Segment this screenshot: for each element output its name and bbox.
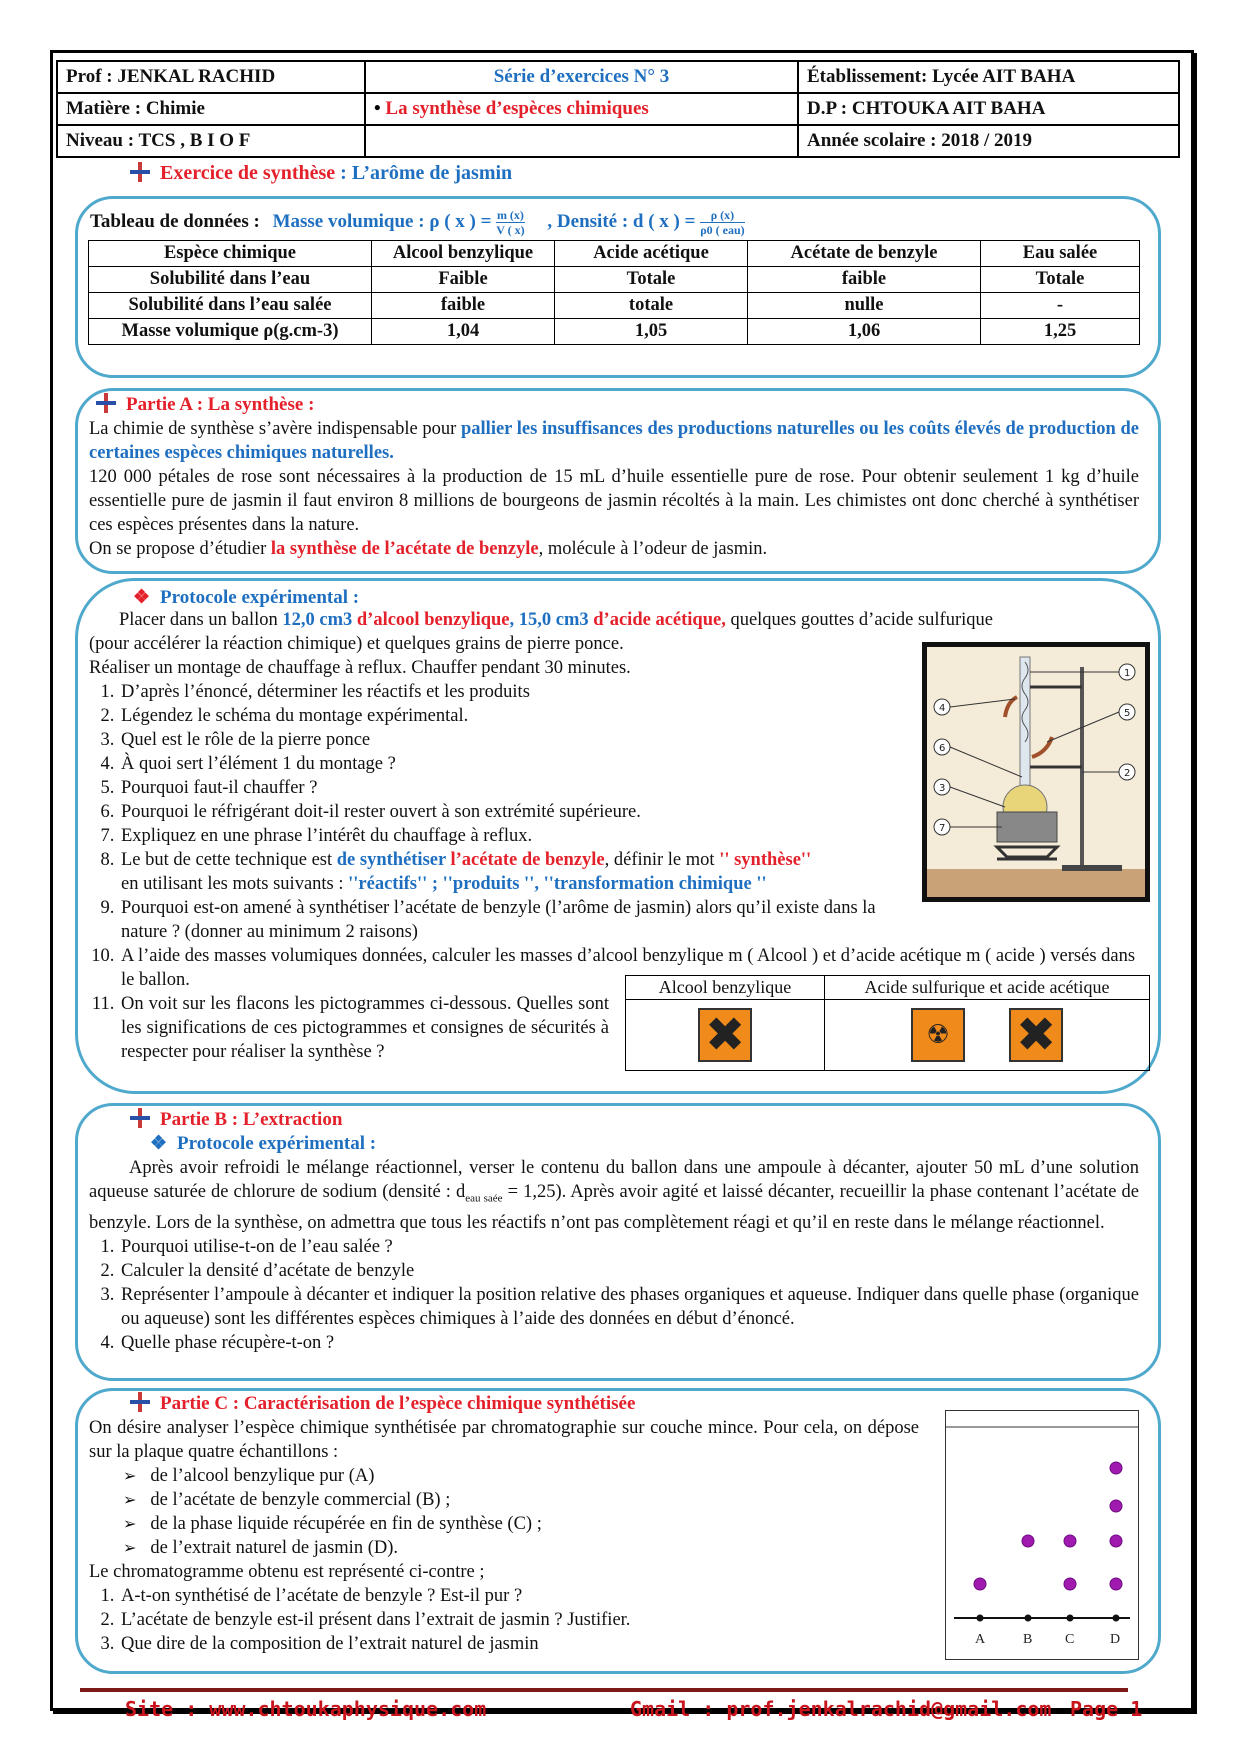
q8e: '' synthèse'' [719, 850, 812, 870]
figure-label-1: 1 [1124, 668, 1131, 679]
spot [974, 1578, 986, 1590]
question: 2. Calculer la densité d’acétate de benzyle [119, 1259, 1139, 1283]
cell: 1,04 [372, 319, 555, 345]
q8g: ''réactifs'' ; ''produits '', ''transformation chimique '' [348, 874, 767, 894]
partB-title: Partie B : L’extraction [160, 1109, 343, 1130]
protocole-l1a: Placer dans un ballon [119, 610, 283, 630]
question: 7. Expliquez en une phrase l’intérêt du chauffage à reflux. [119, 824, 929, 848]
pic-cell-alcool [626, 1000, 825, 1071]
header-niveau: Niveau : TCS , B I O F [57, 125, 365, 157]
pic-cell-acides [825, 1000, 1150, 1071]
partC-p2: Le chromatogramme obtenu est représenté ci-contre ; [89, 1562, 485, 1582]
cell: Totale [555, 267, 748, 293]
question: 4. À quoi sert l’élément 1 du montage ? [119, 752, 929, 776]
pictogram-table [625, 975, 1150, 1071]
footer-site[interactable]: Site : www.chtoukaphysique.com [125, 1697, 487, 1721]
partA-title: Partie A : La synthèse : [126, 394, 315, 415]
spot [1064, 1535, 1076, 1547]
cell: nulle [748, 293, 981, 319]
pic-header-alcool: Alcool benzylique [626, 976, 825, 1000]
diamond-bullet-icon: ❖ [150, 1133, 168, 1154]
partB-text [89, 1156, 1139, 1355]
th-acide: Acide acétique [555, 241, 748, 267]
deposit-point [977, 1615, 984, 1622]
th-eau: Eau salée [981, 241, 1140, 267]
cell: Solubilité dans l’eau salée [89, 293, 372, 319]
question: 1. A-t-on synthétisé de l’acétate de benzyle ? Est-il pur ? [119, 1584, 919, 1608]
question: 2. Légendez le schéma du montage expérimental. [119, 704, 929, 728]
protocole-l1e: 15,0 cm3 [518, 610, 589, 630]
figure-label-4: 4 [939, 703, 946, 714]
cell: - [981, 293, 1140, 319]
header-prof: Prof : JENKAL RACHID [57, 61, 365, 93]
bullet-cross-icon [130, 1392, 150, 1412]
partA-p3b: la synthèse de l’acétate de benzyle [270, 539, 539, 559]
question: 2. L’acétate de benzyle est-il présent dans l’extrait de jasmin ? Justifier. [119, 1608, 919, 1632]
partB-title-line [130, 1108, 342, 1131]
partA-p3a: On se propose d’étudier [89, 539, 271, 559]
protocole-questions [89, 680, 929, 944]
figure-label-3: 3 [939, 783, 946, 794]
pic-header-acides: Acide sulfurique et acide acétique [825, 976, 1150, 1000]
question: 1. Pourquoi utilise-t-on de l’eau salée ? [119, 1235, 1139, 1259]
header-matiere: Matière : Chimie [57, 93, 365, 125]
footer-divider [80, 1688, 1128, 1692]
cell: Faible [372, 267, 555, 293]
spot [1110, 1462, 1122, 1474]
partB-p1: Après avoir refroidi le mélange réactionnel, verser le contenu du ballon dans une ampoule à décanter, ajouter 50 mL d’une solution aqueuse saturée de chlorure de sodium (densité : d [89, 1158, 1139, 1202]
cell: faible [372, 293, 555, 319]
partC-p1: On désire analyser l’espèce chimique synthétisée par chromatographie sur couche mince. Pour cela, on dépose sur la plaque quatre échantillons : [89, 1418, 919, 1462]
deposit-point [1113, 1615, 1120, 1622]
data-caption-line: Tableau de données : Masse volumique : ρ ( x ) = $\frac{m (x)}{V ( x)}$ , Densité : d ( x ) = ρ (x) ρ0 ( eau) [90, 208, 745, 237]
footer-page: Page 1 [1070, 1697, 1143, 1721]
header-theme: La synthèse d’espèces chimiques [385, 98, 649, 119]
deposit-point [1025, 1615, 1032, 1622]
question-10: 10. A l’aide des masses volumiques données, calculer les masses d’alcool benzylique m ( Alcool ) et d’acide acétique m ( acide ) versés dans le ballon. [119, 944, 1139, 992]
th-espece: Espèce chimique [89, 241, 372, 267]
spot [1022, 1535, 1034, 1547]
cell: totale [555, 293, 748, 319]
cell: 1,06 [748, 319, 981, 345]
question: 3. Représenter l’ampoule à décanter et indiquer la position relative des phases organiques et aqueuse. Indiquer dans quelle phase (organique ou aqueuse) sont les différentes espèces chimiques à l’aide des données en début d’énoncé. [119, 1283, 1139, 1331]
cell: Totale [981, 267, 1140, 293]
bullet-cross-icon [130, 1108, 150, 1128]
cell: 1,05 [555, 319, 748, 345]
partB-p1-sub: eau saée [465, 1192, 503, 1205]
cell: Masse volumique ρ(g.cm-3) [89, 319, 372, 345]
reflux-figure [922, 642, 1150, 902]
partA-text [89, 417, 1139, 561]
partB-subtitle-line [150, 1132, 376, 1155]
partC-title: Partie C : Caractérisation de l’espèce chimique synthétisée [160, 1393, 636, 1414]
cell: faible [748, 267, 981, 293]
lane-label-a: A [975, 1632, 986, 1647]
protocole-l1b: 12,0 cm3 [282, 610, 353, 630]
header-theme-cell: • La synthèse d’espèces chimiques [365, 93, 798, 125]
list-item: ➢ de la phase liquide récupérée en fin de synthèse (C) ; [129, 1512, 919, 1536]
figure-label-6: 6 [939, 743, 946, 754]
q8f: en utilisant les mots suivants : [121, 874, 349, 894]
question: 4. Quelle phase récupère-t-on ? [119, 1331, 1139, 1355]
bullet-cross-icon [130, 162, 150, 182]
chromatogram-plate [945, 1410, 1139, 1660]
question: 5. Pourquoi faut-il chauffer ? [119, 776, 929, 800]
diamond-bullet-icon: ❖ [133, 587, 151, 608]
reflux-apparatus-diagram [927, 647, 1145, 897]
partB-p1b: = 1,25). Après avoir agité et laissé décanter, recueillir la phase contenant l’acétate de benzyle. Lors de la synthèse, on admettra que tous les réactifs n’ont pas complètement réagi et qu’il en reste dans le mélange réactionnel. [89, 1182, 1139, 1233]
spot [1110, 1535, 1122, 1547]
header-table [56, 60, 1180, 158]
figure-label-2: 2 [1124, 768, 1131, 779]
protocole-title-line [133, 586, 359, 609]
header-empty [365, 125, 798, 157]
protocole-intro [89, 608, 1139, 632]
partA-p1a: La chimie de synthèse s’avère indispensable pour [89, 419, 461, 439]
th-acetate: Acétate de benzyle [748, 241, 981, 267]
deposit-point [1067, 1615, 1074, 1622]
corrosive-pictogram-icon: ☢ [911, 1008, 965, 1062]
data-table [88, 240, 1140, 345]
question: 3. Que dire de la composition de l’extrait naturel de jasmin [119, 1632, 919, 1656]
question-9: 9. Pourquoi est-on amené à synthétiser l’acétate de benzyle (l’arôme de jasmin) alors qu’il existe dans la nature ? (donner au minimum 2 raisons) [119, 896, 881, 944]
protocole-l2: (pour accélérer la réaction chimique) et quelques grains de pierre ponce. [89, 634, 624, 654]
protocole-title: Protocole expérimental : [160, 587, 360, 608]
header-dp: D.P : CHTOUKA AIT BAHA [798, 93, 1179, 125]
spot [1110, 1500, 1122, 1512]
q8a: Le but de cette technique est [121, 850, 337, 870]
lane-label-c: C [1065, 1632, 1075, 1647]
partA-p1b: pallier les insuffisances des productions naturelles ou les coûts élevés de production de certaines espèces chimiques naturelles. [89, 419, 1139, 463]
lane-label-d: D [1110, 1632, 1121, 1647]
cell: Solubilité dans l’eau [89, 267, 372, 293]
figure-label-7: 7 [939, 823, 946, 834]
question: 1. D’après l’énoncé, déterminer les réactifs et les produits [119, 680, 929, 704]
partC-title-line [130, 1392, 635, 1415]
partA-p3c: , molécule à l’odeur de jasmin. [538, 539, 768, 559]
partB-subtitle: Protocole expérimental : [177, 1133, 377, 1154]
partC-text [89, 1416, 919, 1656]
question-11: 11. On voit sur les flacons les pictogrammes ci-dessous. Quelles sont les significations de ces pictogrammes et consignes de sécurités à respecter pour réaliser la synthèse ? [119, 992, 609, 1064]
question: 6. Pourquoi le réfrigérant doit-il rester ouvert à son extrémité supérieure. [119, 800, 929, 824]
list-item: ➢ de l’alcool benzylique pur (A) [129, 1464, 919, 1488]
spot [1110, 1578, 1122, 1590]
protocole-l3: Réaliser un montage de chauffage à reflux. Chauffer pendant 30 minutes. [89, 658, 631, 678]
q8b: de synthétiser [336, 850, 451, 870]
protocole-l1g: quelques gouttes d’acide sulfurique [725, 610, 993, 630]
th-alcool: Alcool benzylique [372, 241, 555, 267]
spot [1064, 1578, 1076, 1590]
protocole-l1f: d’acide acétique, [588, 610, 726, 630]
partA-title-line [96, 393, 314, 416]
header-annee: Année scolaire : 2018 / 2019 [798, 125, 1179, 157]
exercise-title [130, 162, 512, 185]
protocole-l1c: d’alcool benzylique [352, 610, 510, 630]
harmful-pictogram-icon: ✖ [698, 1008, 752, 1062]
header-serie: Série d’exercices N° 3 [365, 61, 798, 93]
exercise-topic: : L’arôme de jasmin [340, 162, 513, 184]
lane-label-b: B [1023, 1632, 1033, 1647]
question: 3. Quel est le rôle de la pierre ponce [119, 728, 929, 752]
harmful-pictogram-icon: ✖ [1009, 1008, 1063, 1062]
protocole-l1d: , [509, 610, 519, 630]
question-8 [119, 848, 929, 896]
header-etablissement: Établissement: Lycée AIT BAHA [798, 61, 1179, 93]
protocole-l2-block [89, 632, 929, 680]
list-item: ➢ de l’acétate de benzyle commercial (B) ; [129, 1488, 919, 1512]
partA-p2: 120 000 pétales de rose sont nécessaires à la production de 15 mL d’huile essentielle pure de rose. Pour obtenir seulement 1 kg d’huile essentielle pure de jasmin il faut environ 8 millions de bourgeons de jasmin récoltés à la main. Les chimistes ont donc cherché à synthétiser ces espèces présentes dans la nature. [89, 467, 1139, 535]
bullet-cross-icon [96, 393, 116, 413]
figure-label-5: 5 [1124, 708, 1131, 719]
cell: 1,25 [981, 319, 1140, 345]
question-11-block [89, 992, 609, 1064]
chromatogram-svg [946, 1411, 1138, 1659]
q8d: , définir le mot [604, 850, 720, 870]
footer-gmail[interactable]: Gmail : prof.jenkalrachid@gmail.com [630, 1697, 1052, 1721]
exercise-label: Exercice de synthèse [160, 162, 336, 184]
list-item: ➢ de l’extrait naturel de jasmin (D). [129, 1536, 919, 1560]
data-caption: Tableau de données : [90, 210, 260, 232]
q8c: l’acétate de benzyle [450, 850, 605, 870]
